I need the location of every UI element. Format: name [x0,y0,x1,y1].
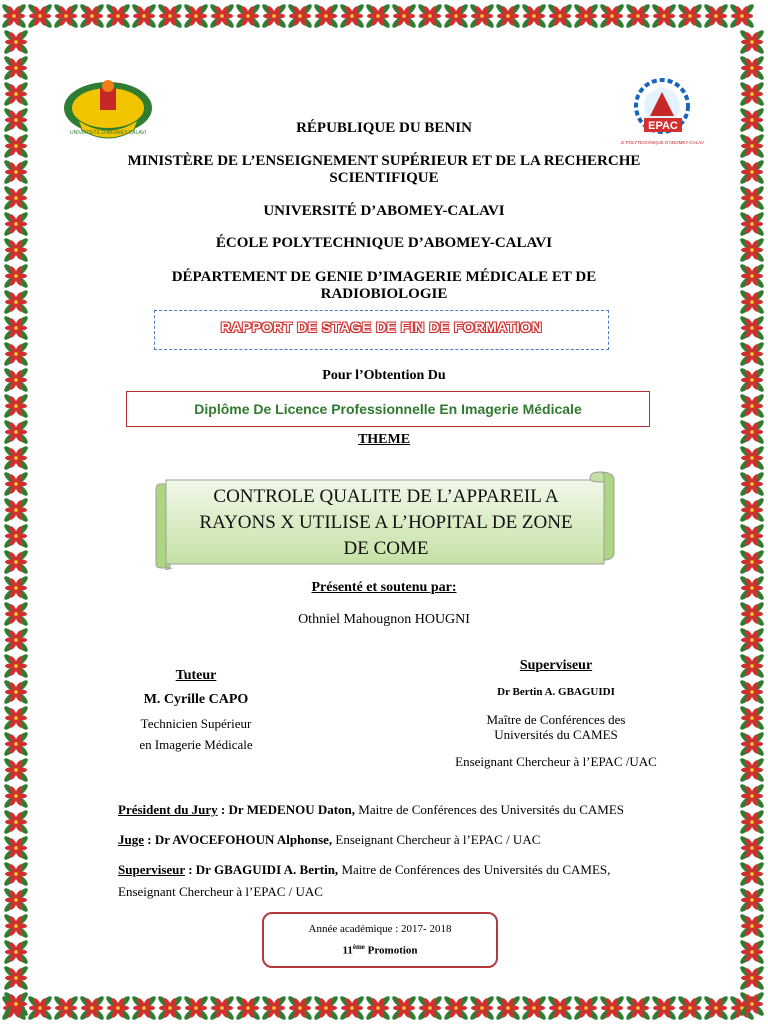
poinsettia-flower [3,757,30,784]
poinsettia-flower [391,995,418,1022]
theme-title-line-1: CONTROLE QUALITE DE L’APPAREIL A [213,486,559,507]
poinsettia-flower [313,3,340,30]
poinsettia-flower [739,757,766,784]
poinsettia-flower [3,419,30,446]
poinsettia-flower [27,995,54,1022]
diploma-title: Diplôme De Licence Professionnelle En Imagerie Médicale [194,401,582,417]
poinsettia-flower [3,341,30,368]
poinsettia-flower [157,995,184,1022]
poinsettia-flower [739,835,766,862]
poinsettia-flower [339,3,366,30]
poinsettia-flower [3,107,30,134]
poinsettia-flower [573,3,600,30]
poinsettia-flower [651,3,678,30]
jury-president-role: Président du Jury [118,802,218,817]
republic-heading: RÉPUBLIQUE DU BENIN [296,120,472,136]
poinsettia-flower [235,3,262,30]
poinsettia-flower [53,995,80,1022]
department-line-2: RADIOBIOLOGIE [320,286,448,302]
poinsettia-flower [651,995,678,1022]
supervisor-name: Dr Bertin A. GBAGUIDI [497,686,615,698]
poinsettia-flower [209,995,236,1022]
poinsettia-flower [3,965,30,992]
poinsettia-flower [739,211,766,238]
tutor-title-line-2: en Imagerie Médicale [139,737,253,752]
poinsettia-flower [3,393,30,420]
poinsettia-flower [739,523,766,550]
supervisor-title-line-1: Maître de Conférences des [486,712,626,727]
poinsettia-flower [131,3,158,30]
jury-judge-name: Dr AVOCEFOHOUN Alphonse, [154,832,333,847]
poinsettia-flower [417,3,444,30]
poinsettia-flower [3,809,30,836]
poinsettia-flower [739,367,766,394]
promotion-word: Promotion [364,944,418,957]
academic-year: Année académique : 2017- 2018 [308,923,452,935]
poinsettia-flower [287,995,314,1022]
poinsettia-flower [739,107,766,134]
jury-supervisor-role: Superviseur [118,862,185,877]
presented-label: Présenté et soutenu par: [311,580,457,595]
poinsettia-flower [365,995,392,1022]
poinsettia-flower [3,237,30,264]
poinsettia-flower [53,3,80,30]
poinsettia-flower [287,3,314,30]
poinsettia-flower [739,445,766,472]
poinsettia-flower [3,211,30,238]
svg-text:UNIVERSITE D'ABOMEY-CALAVI: UNIVERSITE D'ABOMEY-CALAVI [70,130,146,136]
jury-president-desc: Maitre de Conférences des Universités du CAMES [355,802,625,817]
poinsettia-flower [3,913,30,940]
poinsettia-flower [3,783,30,810]
poinsettia-flower [739,81,766,108]
poinsettia-flower [261,995,288,1022]
poinsettia-flower [3,263,30,290]
poinsettia-flower [3,367,30,394]
poinsettia-flower [739,263,766,290]
promotion-label [264,943,496,957]
poinsettia-flower [79,995,106,1022]
ministry-heading [56,153,712,187]
poinsettia-flower [703,995,730,1022]
poinsettia-flower [469,3,496,30]
poinsettia-flower [739,29,766,56]
epac-logo [620,74,704,150]
theme-title [172,484,600,562]
poinsettia-flower [739,289,766,316]
poinsettia-flower [739,653,766,680]
poinsettia-flower [3,731,30,758]
poinsettia-flower [739,393,766,420]
supervisor-title-line-3: Enseignant Chercheur à l’EPAC /UAC [455,754,657,769]
poinsettia-flower [739,991,766,1018]
poinsettia-flower [365,3,392,30]
poinsettia-flower [521,3,548,30]
svg-text:LE POLYTECHNIQUE D'ABOMEY-CALA: LE POLYTECHNIQUE D'ABOMEY-CALAVI [620,140,704,145]
poinsettia-flower [739,965,766,992]
school-heading: ÉCOLE POLYTECHNIQUE D’ABOMEY-CALAVI [215,235,553,251]
poinsettia-flower [739,237,766,264]
poinsettia-flower [3,575,30,602]
department-line-1: DÉPARTEMENT DE GENIE D’IMAGERIE MÉDICALE ET DE [171,269,597,285]
poinsettia-flower [3,315,30,342]
poinsettia-flower [183,3,210,30]
poinsettia-flower [3,185,30,212]
author-name: Othniel Mahougnon HOUGNI [298,612,470,627]
svg-text:EPAC: EPAC [648,120,678,132]
supervisor-heading: Superviseur [519,658,593,673]
tutor-title-line-1: Technicien Supérieur [140,716,252,731]
poinsettia-flower [313,995,340,1022]
poinsettia-flower [729,3,756,30]
department-heading [56,269,712,303]
poinsettia-flower [739,627,766,654]
poinsettia-flower [391,3,418,30]
poinsettia-flower [3,627,30,654]
poinsettia-flower [209,3,236,30]
theme-scroll-banner [152,468,620,570]
poinsettia-flower [105,995,132,1022]
poinsettia-flower [677,3,704,30]
poinsettia-flower [131,995,158,1022]
poinsettia-flower [157,3,184,30]
poinsettia-flower [739,601,766,628]
jury-judge-role: Juge [118,832,144,847]
poinsettia-flower [739,497,766,524]
poinsettia-flower [469,995,496,1022]
poinsettia-flower [3,549,30,576]
poinsettia-flower [417,995,444,1022]
poinsettia-flower [3,887,30,914]
poinsettia-flower [495,995,522,1022]
jury-supervisor-line-1 [118,862,718,878]
tutor-heading: Tuteur [175,668,217,683]
tutor-name: M. Cyrille CAPO [143,692,249,707]
diploma-box [126,391,650,427]
poinsettia-flower [573,995,600,1022]
jury-president-name: Dr MEDENOU Daton, [228,802,356,817]
poinsettia-flower [599,995,626,1022]
poinsettia-flower [3,55,30,82]
poinsettia-flower [3,653,30,680]
poinsettia-flower [3,159,30,186]
poinsettia-flower [739,55,766,82]
poinsettia-flower [1,3,28,30]
poinsettia-flower [3,29,30,56]
academic-year-box [262,912,498,968]
poinsettia-flower [495,3,522,30]
poinsettia-flower [739,341,766,368]
theme-title-line-2: RAYONS X UTILISE A L’HOPITAL DE ZONE [199,512,573,533]
promotion-suffix: ème [352,943,365,951]
poinsettia-flower [183,995,210,1022]
jury-supervisor-line-2: Enseignant Chercheur à l’EPAC / UAC [118,884,323,899]
poinsettia-flower [3,861,30,888]
poinsettia-flower [739,133,766,160]
poinsettia-flower [625,3,652,30]
poinsettia-flower [3,835,30,862]
poinsettia-flower [443,995,470,1022]
poinsettia-flower [739,575,766,602]
poinsettia-flower [3,81,30,108]
ministry-line-1: MINISTÈRE DE L’ENSEIGNEMENT SUPÉRIEUR ET DE LA RECHERCHE [127,153,641,169]
supervisor-title-line-2: Universités du CAMES [494,727,618,742]
poinsettia-flower [625,995,652,1022]
poinsettia-flower [739,887,766,914]
poinsettia-flower [599,3,626,30]
jury-judge-desc: Enseignant Chercheur à l’EPAC / UAC [332,832,541,847]
poinsettia-flower [3,679,30,706]
theme-title-line-3: DE COME [343,538,429,559]
poinsettia-flower [3,471,30,498]
report-title-box [154,310,609,350]
poinsettia-flower [739,315,766,342]
jury-supervisor-desc: Maitre de Conférences des Universités du CAMES, [338,862,611,877]
poinsettia-flower [443,3,470,30]
poinsettia-flower [261,3,288,30]
poinsettia-flower [27,3,54,30]
poinsettia-flower [547,3,574,30]
jury-separator: : [184,862,196,877]
poinsettia-flower [3,523,30,550]
poinsettia-flower [739,939,766,966]
poinsettia-flower [3,601,30,628]
poinsettia-flower [677,995,704,1022]
poinsettia-flower [739,185,766,212]
poinsettia-flower [3,497,30,524]
poinsettia-flower [739,913,766,940]
poinsettia-flower [739,419,766,446]
poinsettia-flower [3,705,30,732]
poinsettia-flower [739,861,766,888]
poinsettia-flower [739,471,766,498]
poinsettia-flower [3,445,30,472]
poinsettia-flower [105,3,132,30]
university-heading: UNIVERSITÉ D’ABOMEY-CALAVI [263,203,505,219]
poinsettia-flower [739,549,766,576]
poinsettia-flower [547,995,574,1022]
jury-supervisor [118,862,718,900]
cover-page [56,60,712,970]
poinsettia-flower [339,995,366,1022]
poinsettia-flower [739,705,766,732]
poinsettia-flower [3,939,30,966]
obtention-label: Pour l’Obtention Du [322,368,446,383]
promotion-number: 11 [342,944,353,957]
poinsettia-flower [739,783,766,810]
jury-separator: : [144,832,155,847]
ministry-line-2: SCIENTIFIQUE [329,170,439,186]
jury-president [118,802,718,818]
poinsettia-flower [703,3,730,30]
poinsettia-flower [79,3,106,30]
poinsettia-flower [3,133,30,160]
poinsettia-flower [521,995,548,1022]
poinsettia-flower [3,289,30,316]
jury-judge [118,832,718,848]
poinsettia-flower [235,995,262,1022]
poinsettia-flower [739,809,766,836]
poinsettia-flower [739,731,766,758]
report-title: RAPPORT DE STAGE DE FIN DE FORMATION [220,319,543,335]
jury-supervisor-name: Dr GBAGUIDI A. Bertin, [195,862,339,877]
jury-separator: : [217,802,229,817]
theme-label: THEME [357,432,411,447]
poinsettia-flower [739,679,766,706]
poinsettia-flower [739,159,766,186]
